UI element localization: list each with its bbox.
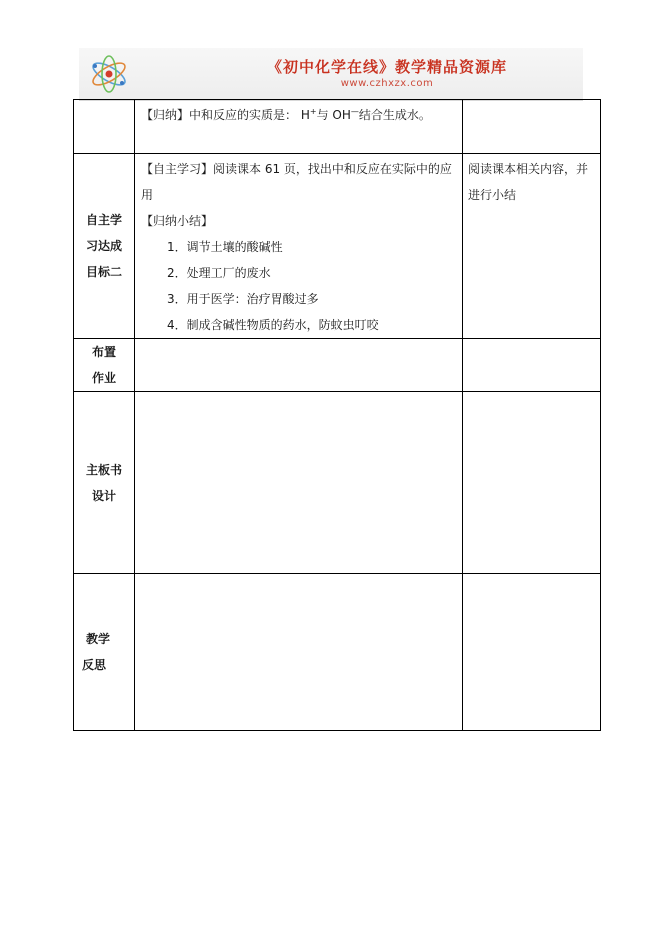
table-row-summary bbox=[74, 100, 601, 154]
lesson-plan-table bbox=[73, 99, 601, 731]
summary-text: 【归纳】中和反应的实质是： H+与 OH—结合生成水。 bbox=[141, 107, 431, 122]
banner-url: www.czhxzx.com bbox=[340, 78, 434, 89]
student-activity-cell bbox=[463, 154, 601, 339]
summary-title: 【归纳小结】 bbox=[141, 214, 214, 228]
banner-title: 《初中化学在线》教学精品资源库 bbox=[266, 58, 507, 76]
reflection-content-cell bbox=[135, 574, 463, 731]
self-study-intro: 【自主学习】阅读课本 61 页，找出中和反应在实际中的应用 bbox=[141, 162, 452, 202]
board-design-content-cell bbox=[135, 392, 463, 574]
summary-side-cell bbox=[463, 100, 601, 154]
board-design-label: 主板书 设计 bbox=[74, 392, 135, 574]
list-item: 2．处理工厂的废水 bbox=[167, 266, 271, 280]
reflection-label: 教学 反思 bbox=[74, 574, 135, 731]
table-row-homework bbox=[74, 339, 601, 392]
homework-side-cell bbox=[463, 339, 601, 392]
list-item: 1．调节土壤的酸碱性 bbox=[167, 240, 283, 254]
atom-logo-icon bbox=[85, 52, 133, 96]
list-item: 3．用于医学：治疗胃酸过多 bbox=[167, 292, 319, 306]
homework-label: 布置 作业 bbox=[74, 339, 135, 392]
board-design-side-cell bbox=[463, 392, 601, 574]
table-row-reflection bbox=[74, 574, 601, 731]
label-cell-empty bbox=[74, 100, 135, 154]
summary-cell bbox=[135, 100, 463, 154]
reflection-side-cell bbox=[463, 574, 601, 731]
table-row-board-design bbox=[74, 392, 601, 574]
student-activity-text: 阅读课本相关内容，并进行小结 bbox=[468, 162, 589, 202]
header-banner bbox=[79, 48, 583, 101]
homework-content-cell bbox=[135, 339, 463, 392]
table-row-self-study bbox=[74, 154, 601, 339]
list-item: 4．制成含碱性物质的药水，防蚊虫叮咬 bbox=[167, 318, 379, 332]
self-study-label: 自主学 习达成 目标二 bbox=[74, 154, 135, 339]
self-study-content-cell bbox=[135, 154, 463, 339]
